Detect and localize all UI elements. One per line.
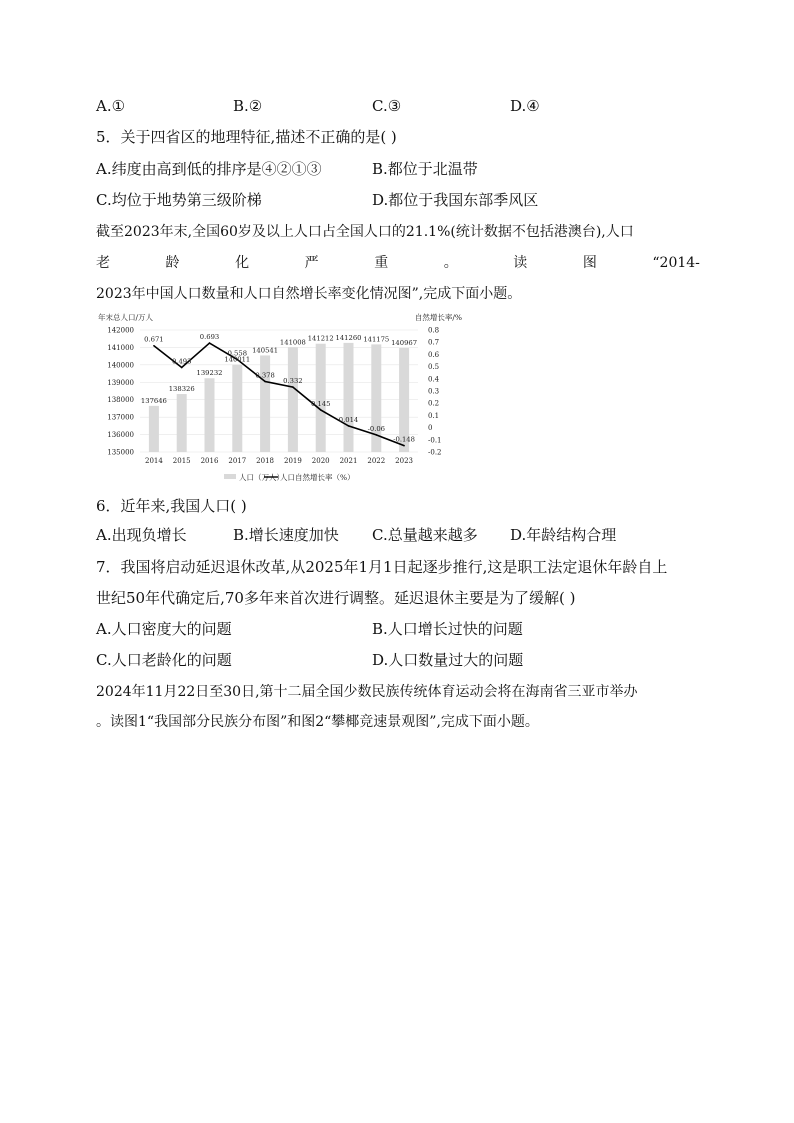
rate-point [320, 409, 322, 411]
q6-option-c[interactable]: C.总量越来越多 [372, 526, 478, 544]
x-tick-label: 2018 [256, 457, 275, 465]
rate-value-label: -0.06 [367, 424, 386, 433]
right-tick-label: 0.8 [428, 326, 440, 335]
bar-value-label: 141008 [279, 338, 306, 347]
right-tick-label: -0.2 [428, 448, 442, 457]
intro1-word: 龄 [165, 255, 180, 271]
left-tick-label: 142000 [107, 326, 134, 335]
q6-option-b[interactable]: B.增长速度加快 [233, 526, 339, 544]
population-chart [94, 308, 464, 488]
legend-line-label: 人口自然增长率（%） [280, 473, 355, 482]
rate-value-label: 0.332 [283, 377, 303, 386]
left-tick-label: 140000 [107, 361, 134, 370]
bar-value-label: 138326 [168, 385, 195, 394]
right-tick-label: 0.1 [428, 411, 440, 420]
q5-option-a[interactable]: A.纬度由高到低的排序是④②①③ [96, 160, 322, 178]
right-tick-label: 0.3 [428, 387, 440, 396]
rate-value-label: 0.493 [171, 357, 192, 366]
q6-option-a[interactable]: A.出现负增长 [96, 526, 187, 544]
q7-option-d[interactable]: D.人口数量过大的问题 [372, 651, 524, 669]
x-tick-label: 2017 [228, 457, 247, 465]
rate-value-label: 0.671 [144, 335, 164, 344]
bar-value-label: 140541 [252, 346, 279, 355]
left-tick-label: 136000 [107, 431, 134, 440]
left-tick-label: 138000 [107, 396, 134, 405]
intro1-line2 [96, 253, 700, 273]
intro1-word: 图 [582, 255, 597, 271]
x-tick-label: 2016 [200, 457, 219, 465]
q7-stem-line1: 7．我国将启动延迟退休改革,从2025年1月1日起逐步推行,这是职工法定退休年龄自上 [96, 558, 668, 576]
intro2-line1: 2024年11月22日至30日,第十二届全国少数民族传统体育运动会将在海南省三亚市举办 [96, 684, 638, 700]
x-axis-ticks [145, 457, 413, 465]
intro1-word: 老 [96, 255, 110, 271]
rate-value-label: 0.014 [338, 415, 359, 424]
intro1-word: “2014- [652, 255, 700, 271]
rate-value-label: 0.693 [199, 333, 220, 342]
q4-option-d[interactable]: D.④ [510, 97, 540, 115]
q5-option-c[interactable]: C.均位于地势第三级阶梯 [96, 191, 262, 209]
q5-option-b[interactable]: B.都位于北温带 [372, 160, 478, 178]
bar-value-label: 141212 [307, 334, 334, 343]
x-tick-label: 2014 [144, 457, 163, 465]
bar [177, 394, 187, 452]
bar-value-label: 137646 [140, 396, 167, 405]
legend-bar-swatch [224, 474, 236, 479]
rate-point [153, 345, 155, 347]
rate-point [209, 342, 211, 344]
chart-legend [224, 472, 355, 482]
bar-value-label: 141260 [335, 333, 362, 342]
x-tick-label: 2020 [311, 457, 330, 465]
x-tick-label: 2022 [367, 457, 386, 465]
rate-point [348, 425, 350, 427]
q5-option-d[interactable]: D.都位于我国东部季风区 [372, 191, 539, 209]
bar-value-label: 140967 [391, 339, 418, 348]
bar-value-label: 141175 [363, 335, 390, 344]
x-tick-label: 2015 [172, 457, 191, 465]
bar [288, 347, 298, 452]
right-tick-label: 0 [428, 424, 433, 433]
bar [232, 365, 242, 452]
rate-point [292, 386, 294, 388]
right-tick-label: 0.6 [428, 350, 440, 359]
right-axis-ticks [428, 327, 442, 457]
rate-point [403, 445, 405, 447]
q5-stem: 5．关于四省区的地理特征,描述不正确的是( ) [96, 128, 397, 146]
q7-option-a[interactable]: A.人口密度大的问题 [96, 620, 232, 638]
intro1-line1: 截至2023年末,全国60岁及以上人口占全国人口的21.1%(统计数据不包括港澳台),人口 [96, 224, 634, 240]
q4-option-b[interactable]: B.② [233, 97, 263, 115]
q4-option-c[interactable]: C.③ [372, 97, 402, 115]
bar [204, 378, 214, 452]
rate-value-label: 0.558 [227, 349, 248, 358]
bar-value-label: 139232 [196, 369, 223, 378]
right-axis-title: 自然增长率/% [414, 313, 462, 322]
right-tick-label: 0.5 [428, 363, 440, 372]
x-tick-label: 2023 [395, 457, 414, 465]
right-tick-label: 0.7 [428, 338, 440, 347]
q7-option-c[interactable]: C.人口老龄化的问题 [96, 651, 232, 669]
left-axis-ticks [107, 327, 134, 457]
intro2-line2: 。读图1“我国部分民族分布图”和图2“攀椰竞速景观图”,完成下面小题。 [96, 714, 539, 730]
left-axis-title: 年末总人口/万人 [98, 313, 154, 322]
rate-value-label: 0.378 [255, 371, 275, 380]
right-tick-label: -0.1 [428, 436, 442, 445]
intro1-word: 重 [374, 255, 389, 271]
x-tick-label: 2021 [339, 457, 358, 465]
q4-option-a[interactable]: A.① [96, 97, 126, 115]
intro1-word: 严 [304, 255, 319, 271]
bar-value-label: 140011 [224, 355, 251, 364]
intro1-line3: 2023年中国人口数量和人口自然增长率变化情况图”,完成下面小题。 [96, 286, 522, 302]
left-tick-label: 137000 [107, 413, 134, 422]
bar [149, 406, 159, 452]
q6-option-d[interactable]: D.年龄结构合理 [510, 526, 617, 544]
bar [316, 344, 326, 452]
rate-value-label: -0.148 [393, 435, 415, 444]
right-tick-label: 0.4 [428, 375, 440, 384]
q7-stem-line2: 世纪50年代确定后,70多年来首次进行调整。延迟退休主要是为了缓解( ) [96, 589, 576, 607]
rate-value-label: 0.145 [310, 399, 331, 408]
bar [343, 343, 353, 452]
rate-point [264, 381, 266, 383]
q6-stem: 6．近年来,我国人口( ) [96, 497, 247, 515]
intro1-word: 读 [513, 255, 528, 271]
intro1-word: 化 [235, 255, 250, 271]
bar [260, 355, 270, 452]
x-tick-label: 2019 [283, 457, 302, 465]
rate-point [376, 434, 378, 436]
q7-option-b[interactable]: B.人口增长过快的问题 [372, 620, 523, 638]
left-tick-label: 141000 [107, 343, 134, 352]
left-tick-label: 139000 [107, 378, 134, 387]
legend-bar-label: 人口（万人） [239, 473, 284, 482]
right-tick-label: 0.2 [428, 399, 440, 408]
rate-point [181, 367, 183, 369]
intro1-word: 。 [443, 255, 458, 271]
left-tick-label: 135000 [107, 448, 134, 457]
